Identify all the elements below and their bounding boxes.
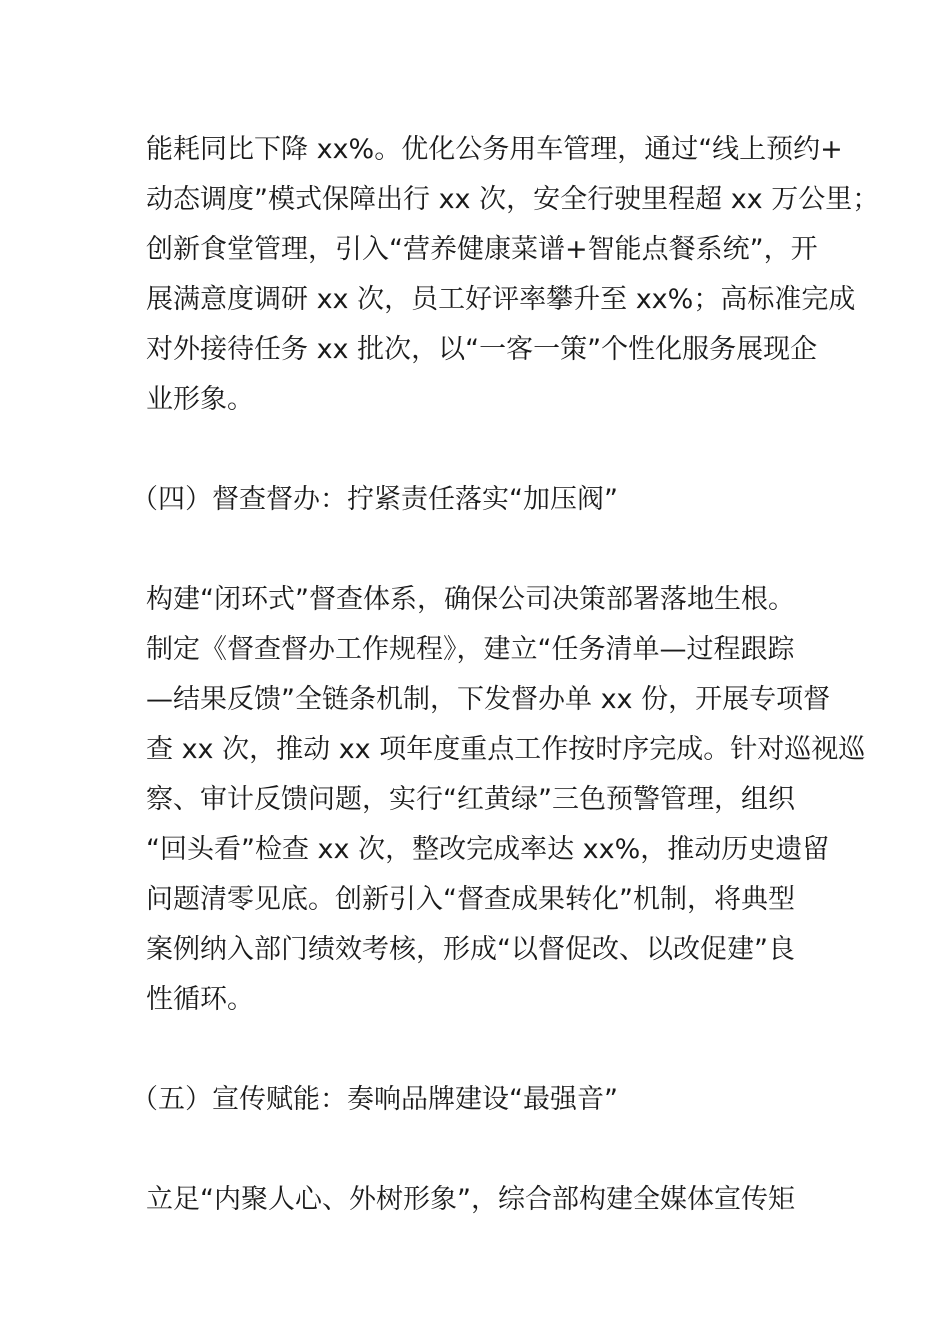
paragraph-line: 立足“内聚人心、外树形象”，综合部构建全媒体宣传矩 xyxy=(146,1184,795,1215)
paragraph-line: —结果反馈”全链条机制，下发督办单 xx 份，开展专项督 xyxy=(146,684,831,715)
paragraph-line: 案例纳入部门绩效考核，形成“以督促改、以改促建”良 xyxy=(146,934,795,965)
paragraph-line: 创新食堂管理，引入“营养健康菜谱+智能点餐系统”，开 xyxy=(146,234,818,265)
paragraph-line: 动态调度”模式保障出行 xx 次，安全行驶里程超 xx 万公里； xyxy=(146,184,880,215)
paragraph-line: “回头看”检查 xx 次，整改完成率达 xx%，推动历史遗留 xyxy=(146,834,830,865)
paragraph-line: 查 xx 次，推动 xx 项年度重点工作按时序完成。针对巡视巡 xyxy=(146,734,866,765)
paragraph-line: 对外接待任务 xx 批次，以“一客一策”个性化服务展现企 xyxy=(146,334,818,365)
paragraph-line: 问题清零见底。创新引入“督查成果转化”机制，将典型 xyxy=(146,884,795,915)
paragraph-line: 性循环。 xyxy=(146,984,254,1015)
paragraph-line: 构建“闭环式”督查体系，确保公司决策部署落地生根。 xyxy=(146,584,795,615)
section-heading-5: （五）宣传赋能：奏响品牌建设“最强音” xyxy=(131,1084,618,1115)
paragraph-line: 展满意度调研 xx 次，员工好评率攀升至 xx%；高标准完成 xyxy=(146,284,856,315)
paragraph-line: 能耗同比下降 xx%。优化公务用车管理，通过“线上预约+ xyxy=(146,134,843,165)
paragraph-line: 察、审计反馈问题，实行“红黄绿”三色预警管理，组织 xyxy=(146,784,795,815)
paragraph-line: 业形象。 xyxy=(146,384,254,415)
paragraph-line: 制定《督查督办工作规程》，建立“任务清单—过程跟踪 xyxy=(146,634,795,665)
section-heading-4: （四）督查督办：拧紧责任落实“加压阀” xyxy=(131,484,618,515)
